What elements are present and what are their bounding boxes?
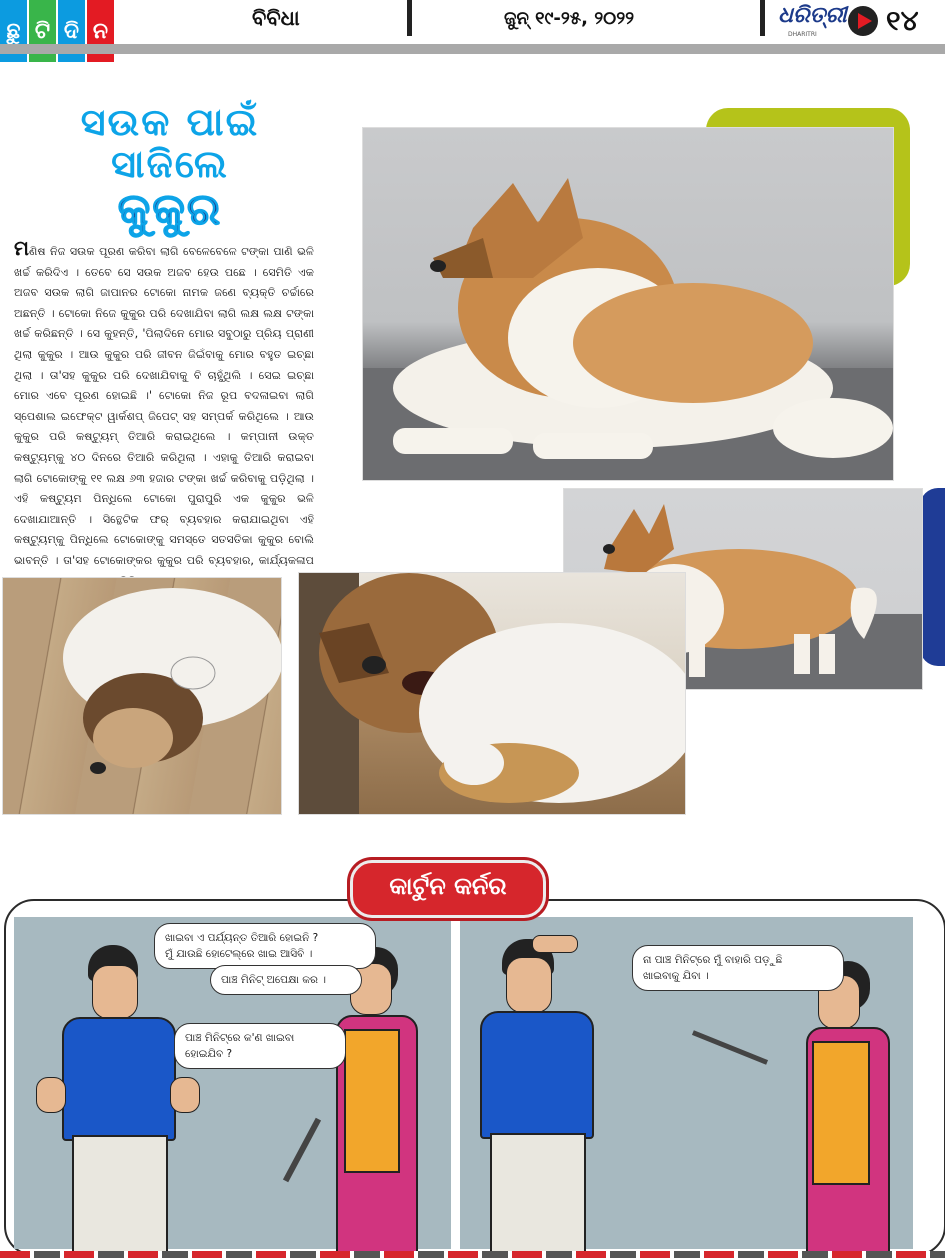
footer-rule [0, 1251, 945, 1258]
blue-accent-shape [920, 488, 945, 666]
speech-bubble-woman-2 [632, 945, 844, 991]
header-divider [760, 0, 765, 36]
man-pants [490, 1133, 586, 1253]
photo-dog-lying [362, 127, 894, 481]
speech-bubble-man-1 [154, 923, 376, 969]
bubble-line: ନା ପାଞ୍ଚ ମିନିଟ୍‌ରେ ମୁଁ ବାହାରି ପଡ଼ୁଛି [643, 954, 783, 966]
photo-dog-on-floor [2, 577, 282, 815]
woman-apron [812, 1041, 870, 1185]
article-text: ଣିଷ ନିଜ ସଉକ ପୂରଣ କରିବା ଲାଗି ବେଳେବେଳେ ଟଙ୍କା ପାଣି ଭଳି ଖର୍ଚ୍ଚ କରିଦିଏ । ତେବେ ସେ ସଉକ ଅଜବ ହେଉ ପଛେ । ସେମିତି ଏକ ଅଜବ ସଉକ ଲାଗି ଜାପାନର ଟୋକୋ ନାମକ ଜଣେ ବ୍ୟକ୍ତି ଚର୍ଚ୍ଚାରେ ଅଛନ୍ତି । ଟୋକୋ ନିଜେ କୁକୁର ପରି ଦେଖାଯିବା ଲାଗି ଲକ୍ଷ ଲକ୍ଷ ଟଙ୍କା ଖର୍ଚ୍ଚ କରିଛନ୍ତି । ସେ କୁହନ୍ତି, 'ପିଲାଦିନେ ମୋର ସବୁଠାରୁ ପ୍ରିୟ ପ୍ରାଣୀ ଥିଲା କୁକୁର । ଆଉ କୁକୁର ପରି ଜୀବନ ଜିଇଁବାକୁ ମୋର ବହୁତ ଇଚ୍ଛା ଥିଲା । ତା'ସହ କୁକୁର ପରି ଦେଖାଯିବାକୁ ବି ଚାହୁଁଥିଲି । ସେଇ ଇଚ୍ଛା ମୋର ଏବେ ପୂରଣ ହୋଇଛି ।' ଟୋକୋ ନିଜ ରୂପ ବଦଳାଇବା ଲାଗି ସ୍ପେଶାଲ ଇଫେକ୍ଟ ୱାର୍କଶପ୍ ଜିପେଟ୍ ସହ ସମ୍ପର୍କ କରିଥିଲେ । ଆଉ କୁକୁର ପରି କଷ୍ଟ୍ୟୁମ୍ ତିଆରି କରାଇଥିଲେ । କମ୍ପାନୀ ଉକ୍ତ କଷ୍ଟ୍ୟୁମ୍‌କୁ ୪୦ ଦିନରେ ତିଆରି କରିଥିଲା । ଏହାକୁ ତିଆରି କରାଇବା ଲାଗି ଟୋକୋଙ୍କୁ ୧୧ ଲକ୍ଷ ୬୩ ହଜାର ଟଙ୍କା ଖର୍ଚ୍ଚ କରିବାକୁ ପଡ଼ିଥିଲା । ଏହି କଷ୍ଟ୍ୟୁମ ପିନ୍ଧିଲେ ଟୋକୋ ପୁରାପୁରି ଏକ କୁକୁର ଭଳି ଦେଖାଯାଆନ୍ତି । ସିନ୍ଥେଟିକ ଫର୍ ବ୍ୟବହାର କରାଯାଇଥିବା ଏହି କଷ୍ଟ୍ୟୁମ୍‌କୁ ପିନ୍ଧିଲେ ଟୋକୋଙ୍କୁ ସମସ୍ତେ ସତସତିକା କୁକୁର ବୋଲି ଭାବନ୍ତି । ତା'ସହ ଟୋକୋଙ୍କର କୁକୁର ପରି ବ୍ୟବହାର, କାର୍ଯ୍ୟକଳାପ [14, 245, 314, 567]
dog-floor-illustration [3, 578, 281, 814]
logo-letter: ଛୁ [0, 0, 27, 62]
cartoon-corner-title: କାର୍ଟୁନ କର୍ନର [389, 872, 507, 900]
man-shirt [480, 1011, 594, 1139]
bubble-line: ଖାଇବା ଏ ପର୍ଯ୍ୟନ୍ତ ତିଆରି ହୋଇନି ? [165, 932, 319, 944]
article-body [14, 238, 314, 592]
dog-lying-illustration [363, 128, 893, 480]
man-face [506, 957, 552, 1013]
drop-cap: ମ [14, 236, 29, 260]
section-name: ବିବିଧା [252, 6, 300, 30]
header-rule [0, 44, 945, 54]
cartoon-panel-2 [460, 917, 913, 1249]
bubble-line: ମୁଁ ଯାଉଛି ହୋଟେଲ୍‌ରେ ଖାଇ ଆସିବି । [165, 948, 313, 960]
man-face [92, 965, 138, 1019]
speech-bubble-woman-1 [210, 965, 362, 995]
headline-line-3: କୁକୁର [117, 184, 223, 235]
brand-subtitle: DHARITRI [788, 31, 817, 38]
man-hand [36, 1077, 66, 1113]
woman-apron [344, 1029, 400, 1173]
ladle-icon [283, 1118, 321, 1183]
play-icon [848, 6, 878, 36]
brand-logo: ଧରିତ୍ରୀ [778, 2, 847, 28]
man-shirt [62, 1017, 176, 1141]
headline-line-1: ସଉକ ପାଇଁ [80, 100, 260, 144]
page-number: ୧୪ [886, 4, 919, 37]
dog-toy-illustration [299, 573, 685, 814]
photo-dog-with-toy [298, 572, 686, 815]
bubble-line: ପାଞ୍ଚ ମିନିଟ୍ ଅପେକ୍ଷା କର । [221, 974, 327, 986]
speech-bubble-man-2 [174, 1023, 346, 1069]
bubble-line: ପାଞ୍ଚ ମିନିଟ୍‌ରେ କ'ଣ ଖାଇବା [185, 1032, 295, 1044]
header-divider [407, 0, 412, 36]
man-pants [72, 1135, 168, 1253]
ladle-icon [692, 1030, 768, 1065]
issue-date: ଜୁନ୍ ୧୯-୨୫, ୨୦୨୨ [504, 8, 635, 29]
man-hand [170, 1077, 200, 1113]
logo-letter: ଦି [58, 0, 85, 62]
logo-letter: ନ [87, 0, 114, 62]
bubble-line: ହୋଇଯିବ ? [185, 1048, 233, 1060]
bubble-line: ଖାଇବାକୁ ଯିବା । [643, 970, 709, 982]
man-hand-on-head [532, 935, 578, 953]
panel-gutter [451, 917, 460, 1249]
logo-letter: ଟି [29, 0, 56, 62]
headline-line-2: ସାଜିଲେ [111, 142, 229, 186]
cartoon-panel-1 [14, 917, 451, 1249]
